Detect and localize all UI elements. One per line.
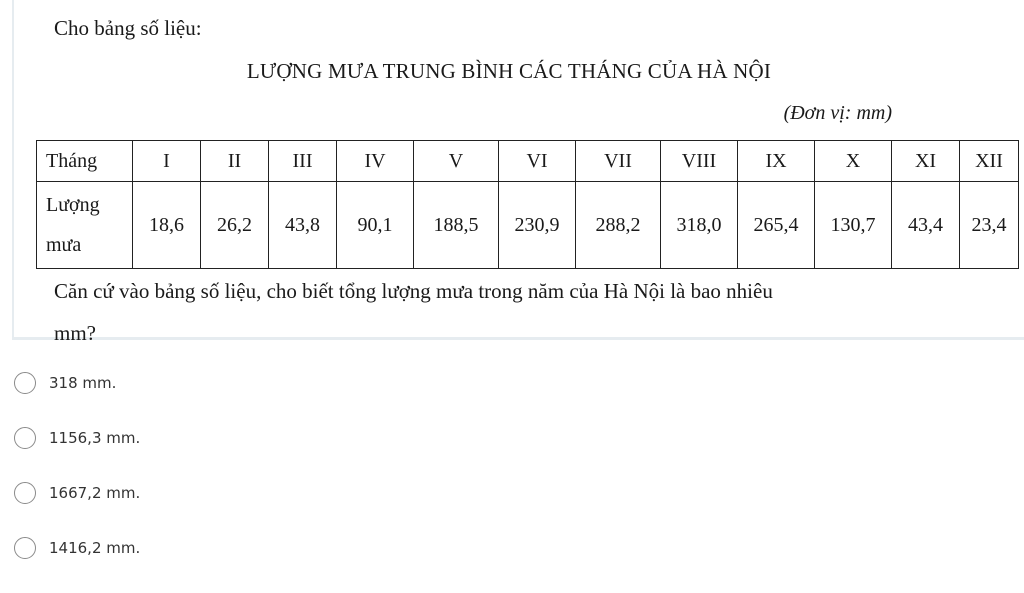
radio-button[interactable] bbox=[14, 372, 36, 394]
radio-button[interactable] bbox=[14, 427, 36, 449]
value-cell: 188,5 bbox=[414, 182, 499, 269]
value-cell: 230,9 bbox=[499, 182, 576, 269]
option-label: 1416,2 mm. bbox=[49, 539, 141, 557]
value-cell: 90,1 bbox=[337, 182, 414, 269]
question-prompt: Căn cứ vào bảng số liệu, cho biết tổng lượng mưa trong năm của Hà Nội là bao nhiêu mm? bbox=[54, 279, 773, 345]
answer-option-4[interactable] bbox=[14, 533, 414, 563]
month-cell: VII bbox=[576, 141, 661, 182]
table-header-label: Tháng bbox=[37, 141, 133, 182]
month-cell: I bbox=[133, 141, 201, 182]
table-header-row bbox=[37, 141, 1019, 182]
table-values-row bbox=[37, 182, 1019, 269]
month-cell: X bbox=[815, 141, 892, 182]
month-cell: IX bbox=[738, 141, 815, 182]
option-label: 1156,3 mm. bbox=[49, 429, 141, 447]
value-cell: 318,0 bbox=[661, 182, 738, 269]
month-cell: XII bbox=[960, 141, 1019, 182]
rainfall-table bbox=[36, 140, 1019, 269]
option-label: 318 mm. bbox=[49, 374, 117, 392]
question-intro: Cho bảng số liệu: bbox=[54, 16, 202, 40]
table-row-label: Lượng mưa bbox=[37, 182, 133, 269]
value-cell: 130,7 bbox=[815, 182, 892, 269]
answer-option-3[interactable] bbox=[14, 478, 414, 508]
month-cell: II bbox=[201, 141, 269, 182]
month-cell: VIII bbox=[661, 141, 738, 182]
month-cell: V bbox=[414, 141, 499, 182]
radio-button[interactable] bbox=[14, 537, 36, 559]
month-cell: XI bbox=[892, 141, 960, 182]
answer-option-1[interactable] bbox=[14, 368, 414, 398]
radio-button[interactable] bbox=[14, 482, 36, 504]
month-cell: VI bbox=[499, 141, 576, 182]
value-cell: 265,4 bbox=[738, 182, 815, 269]
month-cell: IV bbox=[337, 141, 414, 182]
value-cell: 288,2 bbox=[576, 182, 661, 269]
value-cell: 43,4 bbox=[892, 182, 960, 269]
answer-option-2[interactable] bbox=[14, 423, 414, 453]
value-cell: 26,2 bbox=[201, 182, 269, 269]
table-title: LƯỢNG MƯA TRUNG BÌNH CÁC THÁNG CỦA HÀ NỘI bbox=[246, 59, 772, 83]
value-cell: 18,6 bbox=[133, 182, 201, 269]
question-panel bbox=[12, 0, 1024, 345]
value-cell: 43,8 bbox=[269, 182, 337, 269]
table-unit: (Đơn vị: mm) bbox=[783, 102, 892, 124]
option-label: 1667,2 mm. bbox=[49, 484, 141, 502]
month-cell: III bbox=[269, 141, 337, 182]
value-cell: 23,4 bbox=[960, 182, 1019, 269]
